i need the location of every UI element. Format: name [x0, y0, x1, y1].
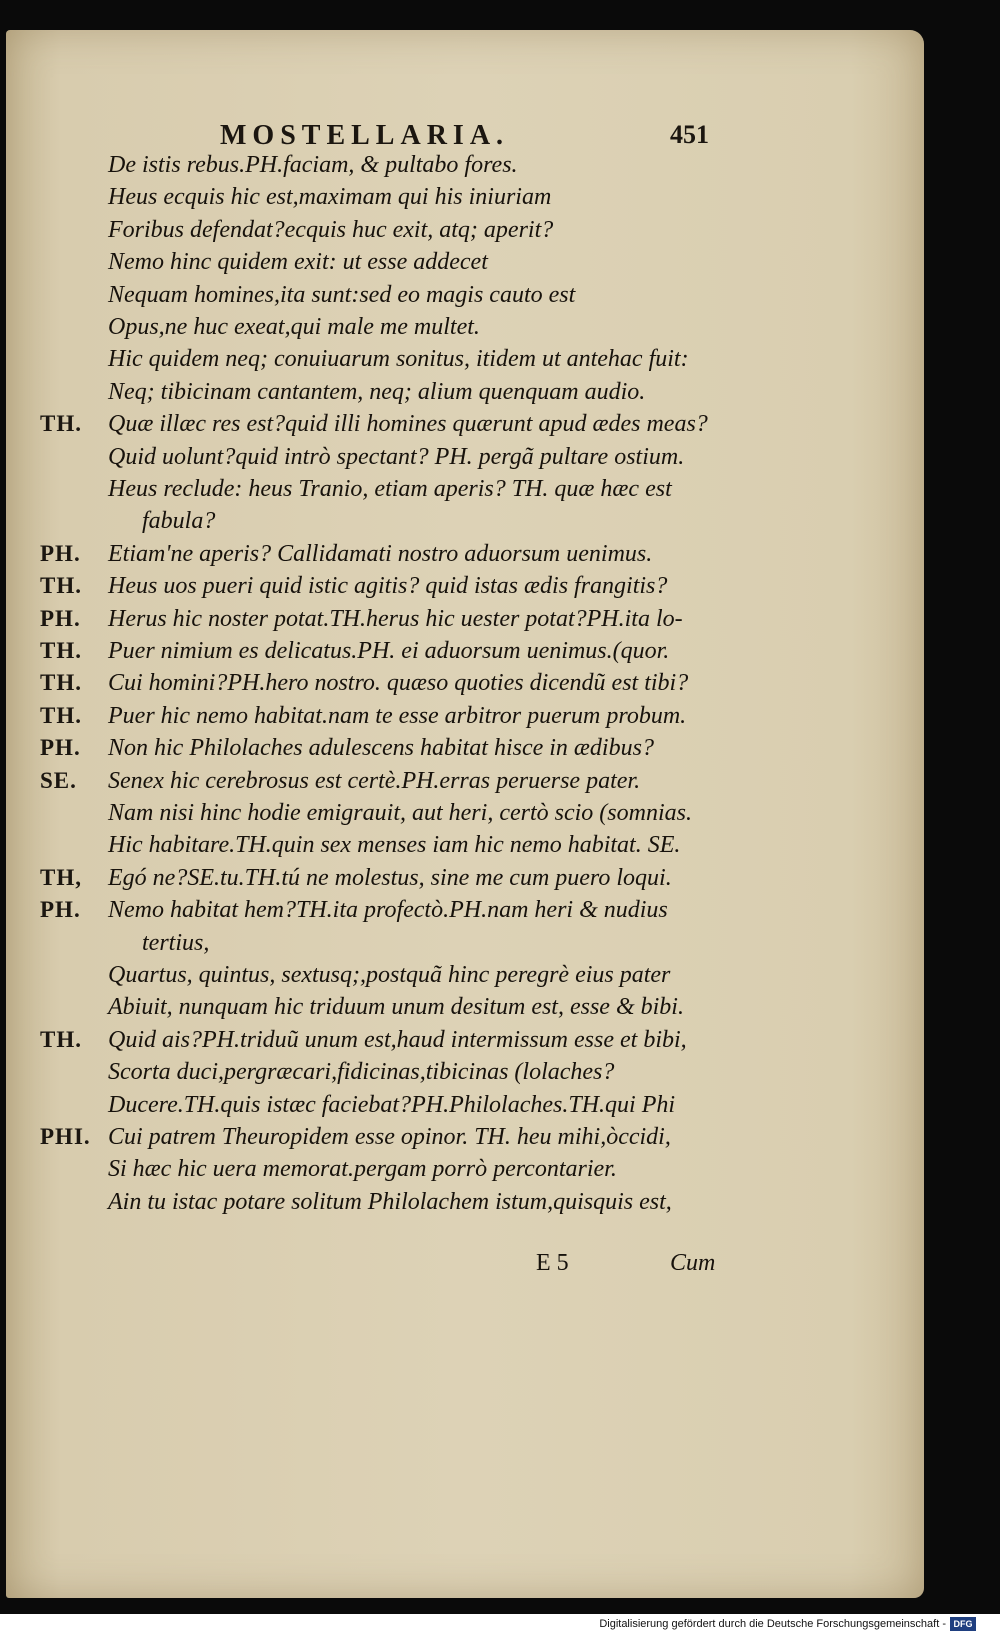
speaker-label: TH. [40, 411, 82, 437]
speaker-label: PH. [40, 897, 81, 923]
text-line [6, 1092, 924, 1125]
page-number: 451 [670, 120, 709, 149]
line-text: Neq; tibicinam cantantem, neq; alium quenquam audio. [108, 378, 646, 405]
speaker-label: SE. [40, 767, 77, 793]
text-line [6, 249, 924, 282]
text-line [6, 476, 924, 509]
dfg-logo: DFG [950, 1617, 976, 1631]
line-text: Egó ne?SE.tu.TH.tú ne molestus, sine me cum puero loqui. [108, 864, 672, 891]
line-text: Si hæc hic uera memorat.pergam porrò percontarier. [108, 1156, 617, 1183]
text-line [6, 703, 924, 736]
speaker-label: TH. [40, 702, 82, 728]
line-text: Quid uolunt?quid intrò spectant? PH. pergã pultare ostium. [108, 443, 685, 470]
text-line [6, 638, 924, 671]
line-text: Hic quidem neq; conuiuarum sonitus, itidem ut antehac fuit: [108, 346, 689, 373]
speaker-label: TH. [40, 670, 82, 696]
line-text: Cui homini?PH.hero nostro. quæso quoties dicendũ est tibi? [108, 670, 689, 697]
text-line [6, 1156, 924, 1189]
text-line [6, 832, 924, 865]
text-line [6, 865, 924, 898]
line-text: fabula? [142, 508, 216, 535]
text-line [6, 444, 924, 477]
line-text: De istis rebus.PH.faciam, & pultabo fores. [108, 152, 518, 178]
text-line [6, 314, 924, 347]
line-text: Quartus, quintus, sextusq;,postquã hinc peregrè eius pater [108, 962, 671, 988]
text-line [6, 346, 924, 379]
text-line [6, 541, 924, 574]
text-line [6, 282, 924, 315]
line-text: Quid ais?PH.triduũ unum est,haud intermissum esse et bibi, [108, 1026, 687, 1053]
speaker-label: PH. [40, 735, 81, 761]
line-text: Etiam'ne aperis? Callidamati nostro aduorsum uenimus. [108, 540, 653, 567]
speaker-label: TH. [40, 1026, 82, 1052]
text-line [6, 573, 924, 606]
line-text: Puer nimium es delicatus.PH. ei aduorsum uenimus.(quor. [108, 638, 670, 664]
line-text: Quæ illæc res est?quid illi homines quærunt apud ædes meas? [108, 411, 708, 438]
speaker-label: TH, [40, 864, 82, 890]
text-line [6, 1124, 924, 1157]
text-line [6, 379, 924, 412]
line-text: Nam nisi hinc hodie emigrauit, aut heri, certò scio (somnias. [108, 800, 692, 826]
text-line [6, 962, 924, 995]
text-line [6, 152, 924, 185]
text-line [6, 411, 924, 444]
speaker-label: TH. [40, 573, 82, 599]
credit-text: Digitalisierung gefördert durch die Deutsche Forschungsgemeinschaft - [599, 1618, 946, 1630]
speaker-label: PH. [40, 605, 81, 631]
speaker-label: TH. [40, 638, 82, 663]
text-line [6, 670, 924, 703]
line-text: Foribus defendat?ecquis huc exit, atq; aperit? [108, 216, 554, 243]
line-text: Senex hic cerebrosus est certè.PH.erras peruerse pater. [108, 767, 641, 794]
text-line [6, 897, 924, 930]
line-text: tertius, [142, 929, 210, 956]
line-text: Non hic Philolaches adulescens habitat hisce in ædibus? [108, 735, 654, 762]
catchword: Cum [670, 1250, 716, 1276]
text-line [6, 800, 924, 833]
text-line [6, 930, 924, 963]
text-line [6, 508, 924, 541]
line-text: Heus uos pueri quid istic agitis? quid istas ædis frangitis? [108, 573, 668, 600]
text-line [6, 735, 924, 768]
speaker-label: PHI. [40, 1124, 91, 1149]
line-text: Hic habitare.TH.quin sex menses iam hic nemo habitat. SE. [108, 832, 681, 859]
line-text: Herus hic noster potat.TH.herus hic uester potat?PH.ita lo- [108, 605, 683, 632]
line-text: Nemo habitat hem?TH.ita profectò.PH.nam heri & nudius [108, 897, 668, 924]
text-line [6, 1189, 924, 1222]
line-text: Cui patrem Theuropidem esse opinor. TH. heu mihi,òccidi, [108, 1124, 671, 1150]
text-line [6, 768, 924, 801]
text-line [6, 1059, 924, 1092]
line-text: Nemo hinc quidem exit: ut esse addecet [108, 249, 488, 276]
book-page [6, 30, 924, 1598]
line-text: Heus ecquis hic est,maximam qui his iniuriam [108, 184, 552, 211]
line-text: Heus reclude: heus Tranio, etiam aperis? TH. quæ hæc est [108, 476, 672, 502]
line-text: Abiuit, nunquam hic triduum unum desitum est, esse & bibi. [108, 994, 684, 1021]
line-text: Scorta duci,pergræcari,fidicinas,tibicinas (lolaches? [108, 1059, 615, 1086]
speaker-label: PH. [40, 540, 81, 566]
signature-mark: E 5 [536, 1250, 569, 1276]
text-line [6, 606, 924, 639]
text-line [6, 217, 924, 250]
line-text: Puer hic nemo habitat.nam te esse arbitror puerum probum. [108, 702, 687, 729]
line-text: Opus,ne huc exeat,qui male me multet. [108, 314, 480, 340]
line-text: Ducere.TH.quis istæc faciebat?PH.Philolaches.TH.qui Phi [108, 1091, 676, 1118]
text-line [6, 994, 924, 1027]
running-title: MOSTELLARIA. [220, 120, 510, 151]
line-text: Nequam homines,ita sunt:sed eo magis cauto est [108, 281, 576, 308]
digitization-credit [0, 1614, 1000, 1636]
text-line [6, 1027, 924, 1060]
text-line [6, 184, 924, 217]
line-text: Ain tu istac potare solitum Philolachem istum,quisquis est, [108, 1188, 672, 1215]
